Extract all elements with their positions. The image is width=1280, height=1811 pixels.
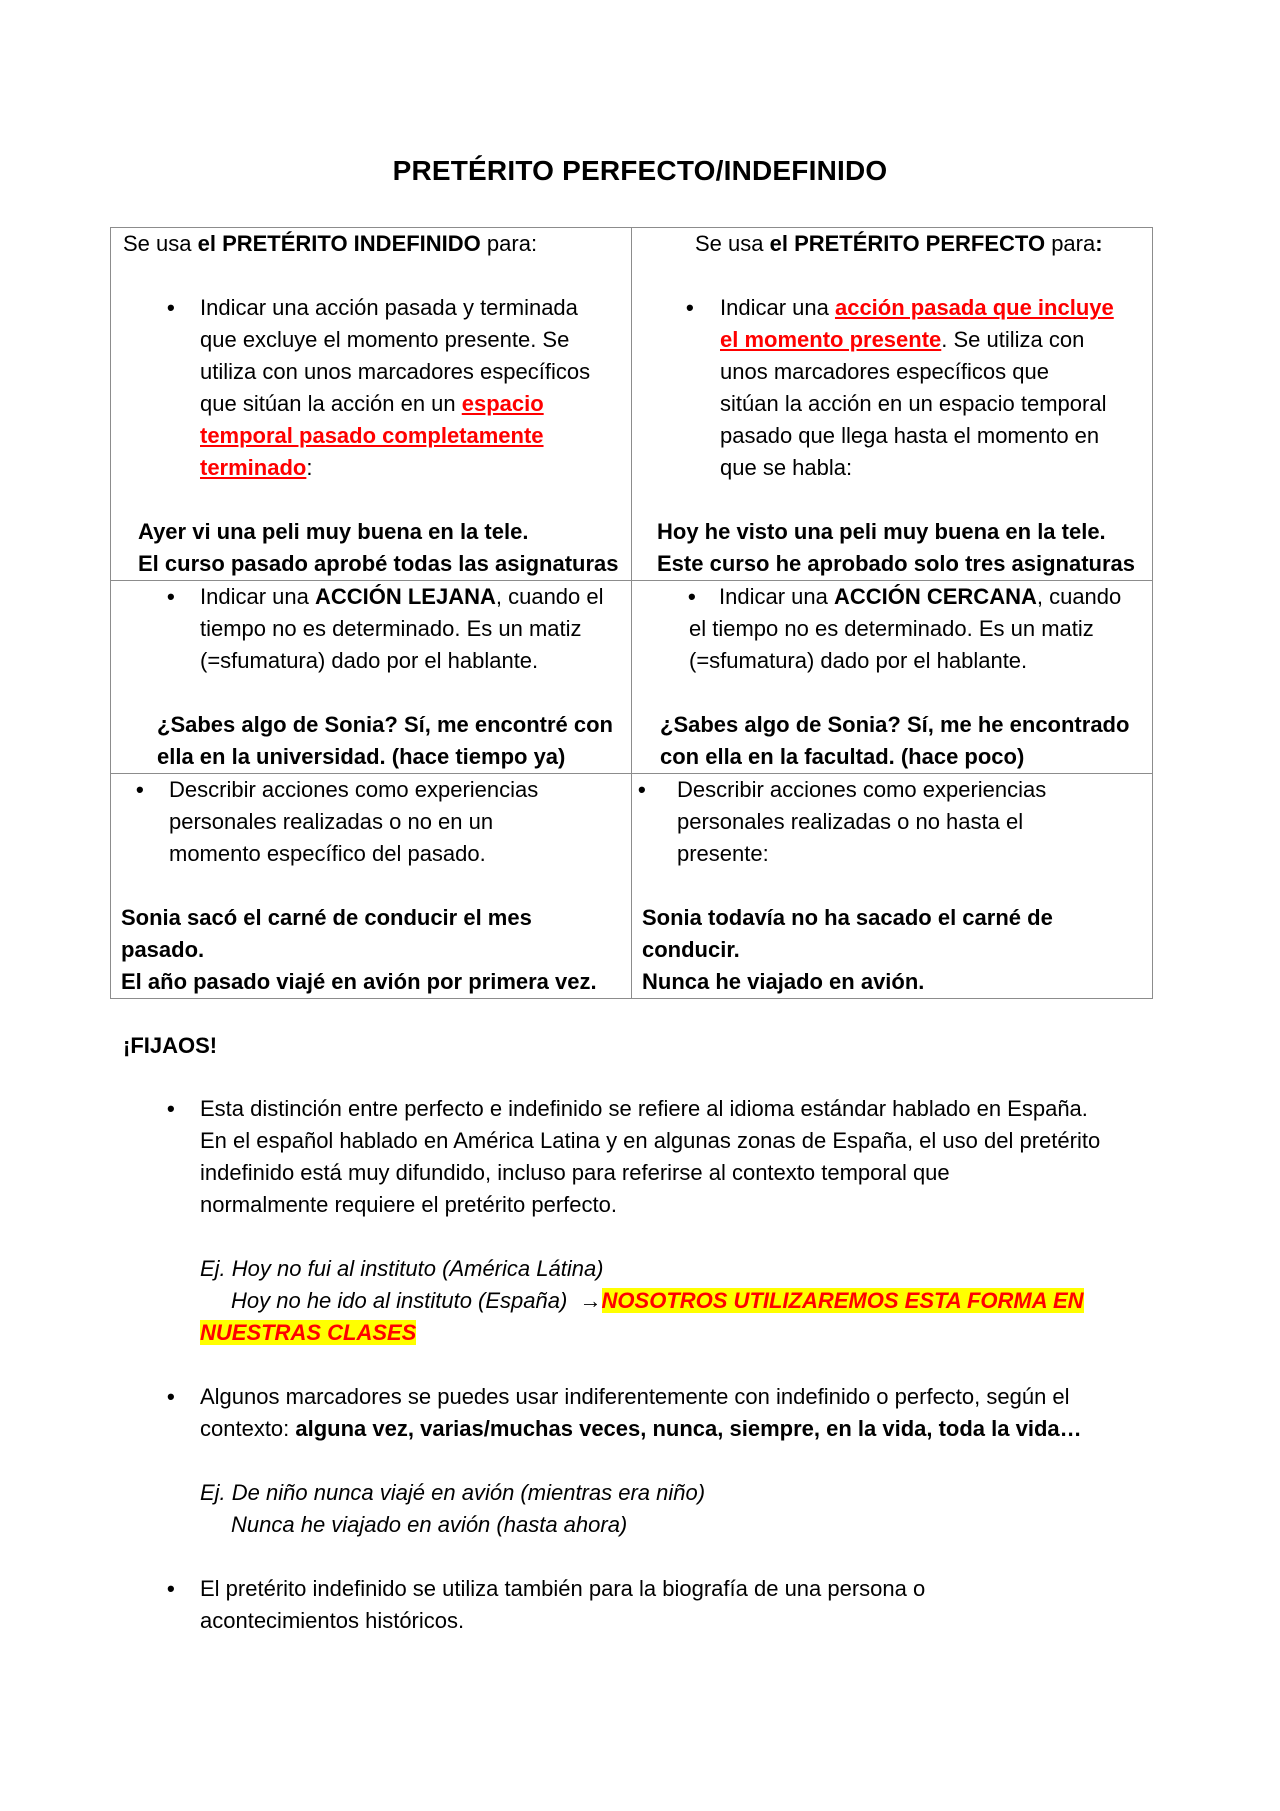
cell-accion-lejana [111,581,632,774]
bullet-icon: • [136,777,144,802]
text-line: utiliza con unos marcadores específicos [200,359,591,384]
text-line: pasado que llega hasta el momento en [720,423,1100,448]
note-item-distincion [167,1093,1280,1349]
bullet-icon: • [167,1384,175,1409]
bullet-block [123,292,621,484]
example-line: pasado. [121,937,205,962]
table-header-row [111,228,1153,581]
example-line: Hoy no he ido al instituto (España) →NOSOTROS UTILIZAREMOS ESTA FORMA EN [231,1288,1084,1313]
header-bold: el PRETÉRITO INDEFINIDO [197,231,481,256]
text-line: presente: [677,841,769,866]
note-item-biografia [167,1573,1280,1637]
bullet-icon: • [167,1576,175,1601]
text-line: Indicar una ACCIÓN CERCANA, cuando [719,584,1122,609]
header-text: para: [480,231,538,256]
table-row [111,581,1153,774]
text-line: Indicar una ACCIÓN LEJANA, cuando el [200,584,604,609]
text-line: normalmente requiere el pretérito perfecto. [200,1192,617,1217]
example-line [200,1317,1280,1349]
example-line: ¿Sabes algo de Sonia? Sí, me encontré con [157,712,613,737]
text-line: Describir acciones como experiencias [169,777,539,802]
text-line: personales realizadas o no en un [169,809,494,834]
emphasis-text: el momento presente [720,327,942,352]
notes-heading: ¡FIJAOS! [123,1033,218,1058]
text-line: (=sfumatura) dado por el hablante. [200,648,539,673]
example-line: Hoy he visto una peli muy buena en la tele. [657,519,1106,544]
text-line [200,420,621,452]
text-line: terminado: [200,455,313,480]
text-line: que excluye el momento presente. Se [200,327,570,352]
text-line: sitúan la acción en un espacio temporal [720,391,1107,416]
text-line: contexto: alguna vez, varias/muchas veces, nunca, siempre, en la vida, toda la vida… [200,1416,1082,1441]
emphasis-text: terminado [200,455,307,480]
bullet-icon: • [688,584,696,609]
example-line: Nunca he viajado en avión. [642,969,925,994]
table-row [111,774,1153,999]
page-title: PRETÉRITO PERFECTO/INDEFINIDO [392,155,888,186]
highlight-text: NUESTRAS CLASES [200,1320,417,1345]
bullet-icon: • [638,777,646,802]
text-line: Esta distinción entre perfecto e indefinido se refiere al idioma estándar hablado en España. [200,1096,1088,1121]
text-line: el tiempo no es determinado. Es un matiz [689,616,1094,641]
example-line: El curso pasado aprobé todas las asignaturas [138,551,619,576]
bullet-icon: • [167,1096,175,1121]
text-line: tiempo no es determinado. Es un matiz [200,616,582,641]
example-line: conducir. [642,937,740,962]
bullet-block [121,774,621,870]
cell-experiencias-presente [632,774,1153,999]
text-line: personales realizadas o no hasta el [677,809,1024,834]
text-line: En el español hablado en América Latina y en algunas zonas de España, el uso del pretérito [200,1128,1101,1153]
bullet-icon: • [167,584,175,609]
emphasis-text: espacio [461,391,544,416]
text-line: (=sfumatura) dado por el hablante. [689,648,1028,673]
example-line: Este curso he aprobado solo tres asignaturas [657,551,1136,576]
bullet-block [642,581,1142,613]
text-line: El pretérito indefinido se utiliza también para la biografía de una persona o [200,1576,926,1601]
text-line: Indicar una acción pasada y terminada [200,295,578,320]
example-line: Sonia sacó el carné de conducir el mes [121,905,532,930]
text-line: el momento presente. Se utiliza con [720,327,1085,352]
cell-accion-cercana [632,581,1153,774]
example-line: con ella en la facultad. (hace poco) [660,744,1025,769]
bullet-block [121,581,621,677]
text-line: Indicar una acción pasada que incluye [720,295,1114,320]
example-line: Nunca he viajado en avión (hasta ahora) [231,1512,628,1537]
header-cell-indefinido [111,228,632,581]
bullet-block [638,774,1142,870]
example-line: Ayer vi una peli muy buena en la tele. [138,519,529,544]
text-line: unos marcadores específicos que [720,359,1049,384]
header-perfecto: Se usa el PRETÉRITO PERFECTO para: [695,231,1103,256]
example-line: Ej. Hoy no fui al instituto (América Látina) [200,1256,604,1281]
example-line: Sonia todavía no ha sacado el carné de [642,905,1053,930]
example-line: Ej. De niño nunca viajé en avión (mientras era niño) [200,1480,706,1505]
text-line: acontecimientos históricos. [200,1608,465,1633]
example-line: ¿Sabes algo de Sonia? Sí, me he encontrado [660,712,1130,737]
comparison-table [110,227,1153,999]
example-line: ella en la universidad. (hace tiempo ya) [157,744,566,769]
note-item-marcadores [167,1381,1280,1541]
example-line: El año pasado viajé en avión por primera vez. [121,969,597,994]
text-line: momento específico del pasado. [169,841,486,866]
text-line: indefinido está muy difundido, incluso para referirse al contexto temporal que [200,1160,950,1185]
bullet-block [642,292,1142,484]
notes-list [0,1093,1280,1637]
bullet-icon: • [167,295,175,320]
header-indefinido [123,228,621,260]
text-line: Algunos marcadores se puedes usar indiferentemente con indefinido o perfecto, según el [200,1384,1070,1409]
cell-experiencias-pasado [111,774,632,999]
text-line: que sitúan la acción en un espacio [200,391,544,416]
arrow-right-icon: → [579,1288,602,1313]
header-cell-perfecto [632,228,1153,581]
emphasis-text: acción pasada que incluye [834,295,1114,320]
text-line: Describir acciones como experiencias [677,777,1047,802]
emphasis-text: temporal pasado completamente [200,423,544,448]
highlight-text: NOSOTROS UTILIZAREMOS ESTA FORMA EN [601,1288,1084,1313]
bullet-icon: • [686,295,694,320]
header-text: Se usa [123,231,198,256]
text-line: que se habla: [720,455,853,480]
